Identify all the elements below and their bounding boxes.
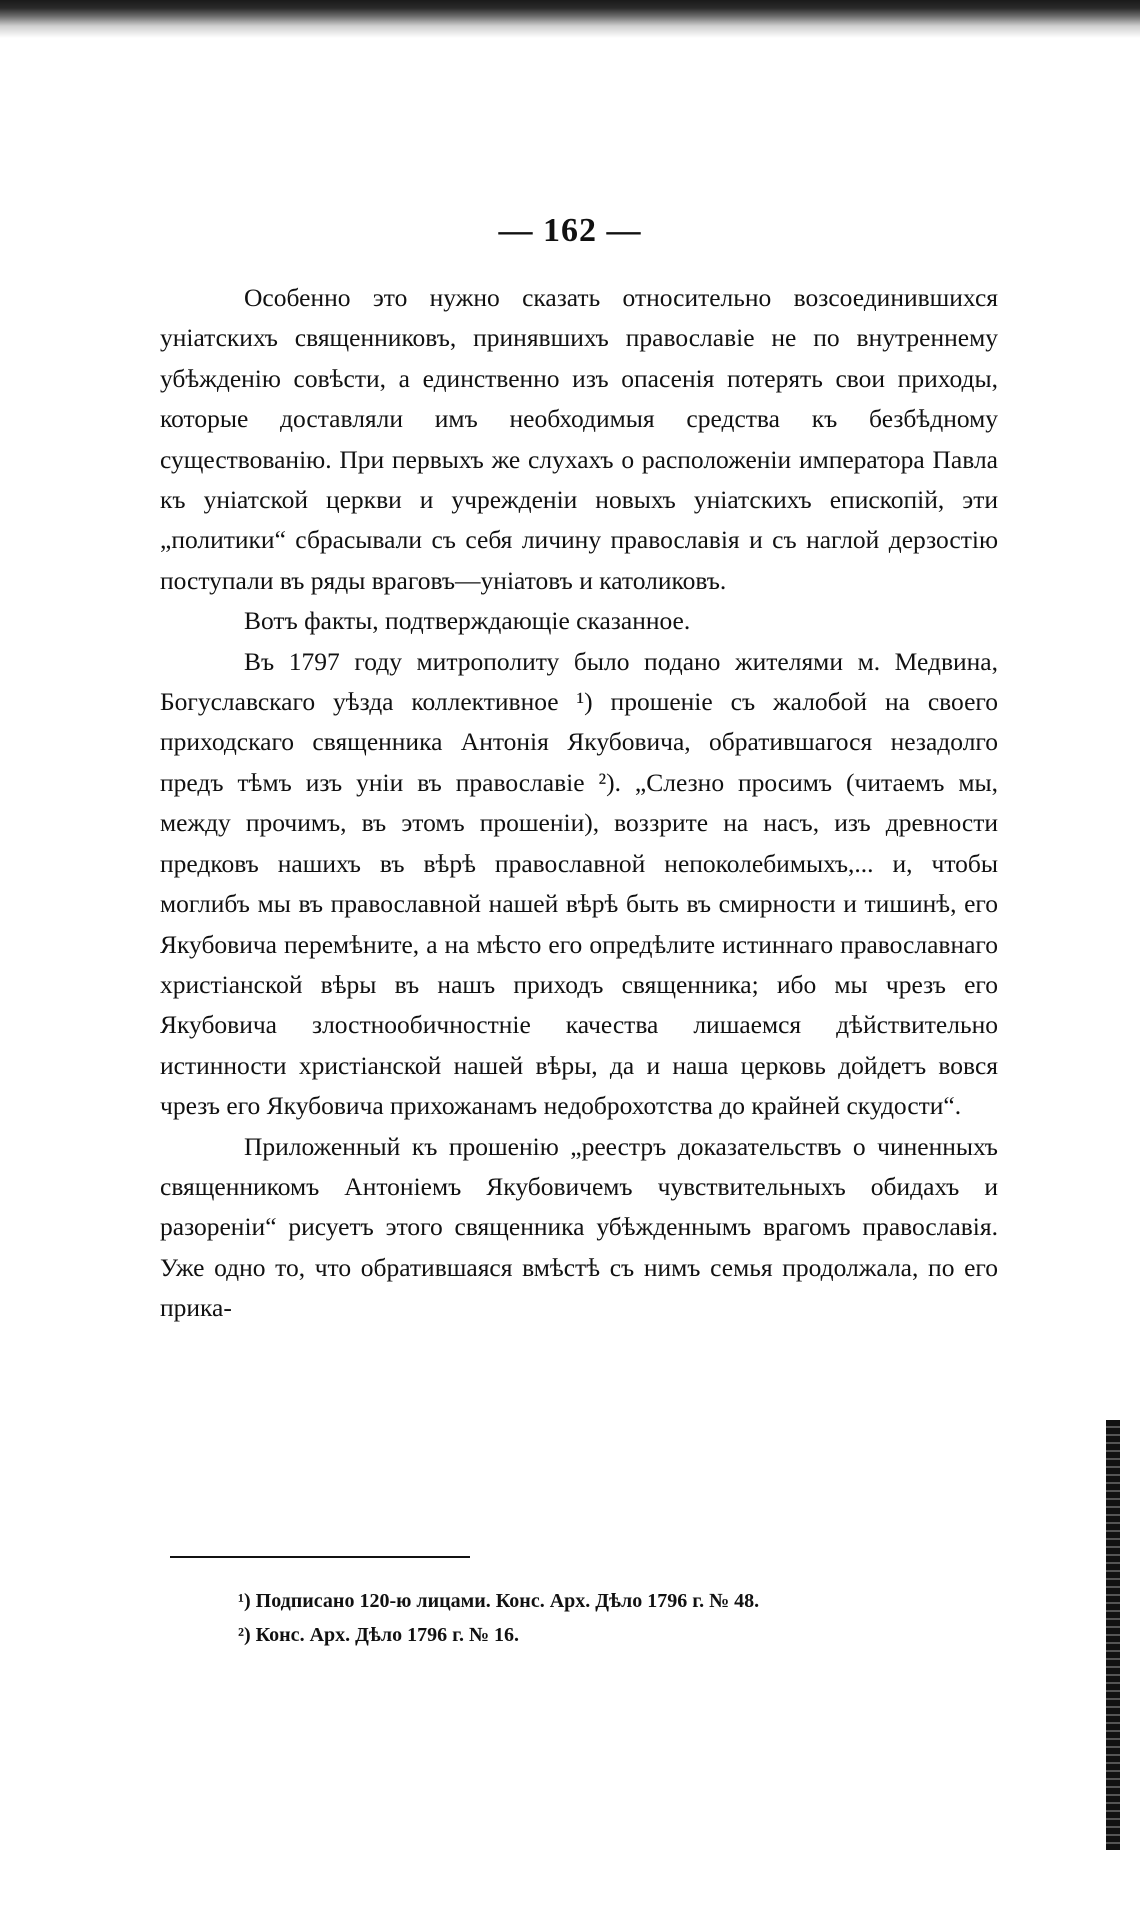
paragraph-4: Приложенный къ прошенію „реестръ доказательствъ о чиненныхъ священникомъ Антоніемъ Якубовичемъ чувствительныхъ обидахъ и разореніи“ рисуетъ этого священника убѣжденнымъ врагомъ православія. Уже одно то, что обратившаяся вмѣстѣ съ нимъ семья продолжала, по его прика- [160,1131,998,1323]
paragraph-2: Вотъ факты, подтверждающіе сказанное. [244,606,691,636]
paragraph-3: Въ 1797 году митрополиту было подано жителями м. Медвина, Богуславскаго уѣзда коллективное ¹) прошеніе съ жалобой на своего приходскаго священника Антонія Якубовича, обратившагося незадолго предъ тѣмъ изъ уніи въ православіе ²). „Слезно просимъ (читаемъ мы, между прочимъ, въ этомъ прошеніи), воззрите на насъ, изъ древности предковъ нашихъ въ вѣрѣ православной непоколебимыхъ,... и, чтобы моглибъ мы въ православной нашей вѣрѣ быть въ смирности и тишинѣ, его Якубовича перемѣните, а на мѣсто его опредѣлите истиннаго православнаго христіанской вѣры въ нашъ приходъ священника; ибо мы чрезъ его Якубовича злостнообичностніе качества лишаемся дѣйствительно истинности христіанской нашей вѣры, да и наша церковь дойдетъ вовся чрезъ его Якубовича прихожанамъ недоброхотства до крайней скудости“. [160,646,998,1121]
footnotes [238,1584,998,1652]
footnote-1: ¹) Подписано 120-ю лицами. Конс. Арх. Дѣло 1796 г. № 48. [238,1590,760,1612]
scan-edge-right [1106,1420,1120,1850]
scan-edge-top [0,0,1140,38]
footnote-2: ²) Конс. Арх. Дѣло 1796 г. № 16. [238,1624,520,1646]
body-text [160,278,998,1329]
page-number: — 162 — [498,212,642,249]
paragraph-1: Особенно это нужно сказать относительно возсоединившихся уніатскихъ священниковъ, принявшихъ православіе не по внутреннему убѣжденію совѣсти, а единственно изъ опасенія потерять свои приходы, которые доставляли имъ необходимыя средства къ безбѣдному существованію. При первыхъ же слухахъ о расположеніи императора Павла къ уніатской церкви и учрежденіи новыхъ уніатскихъ епископій, эти „политики“ сбрасывали съ себя личину православія и съ наглой дерзостію поступали въ ряды враговъ—уніатовъ и католиковъ. [160,283,998,595]
footnote-rule [170,1556,470,1558]
